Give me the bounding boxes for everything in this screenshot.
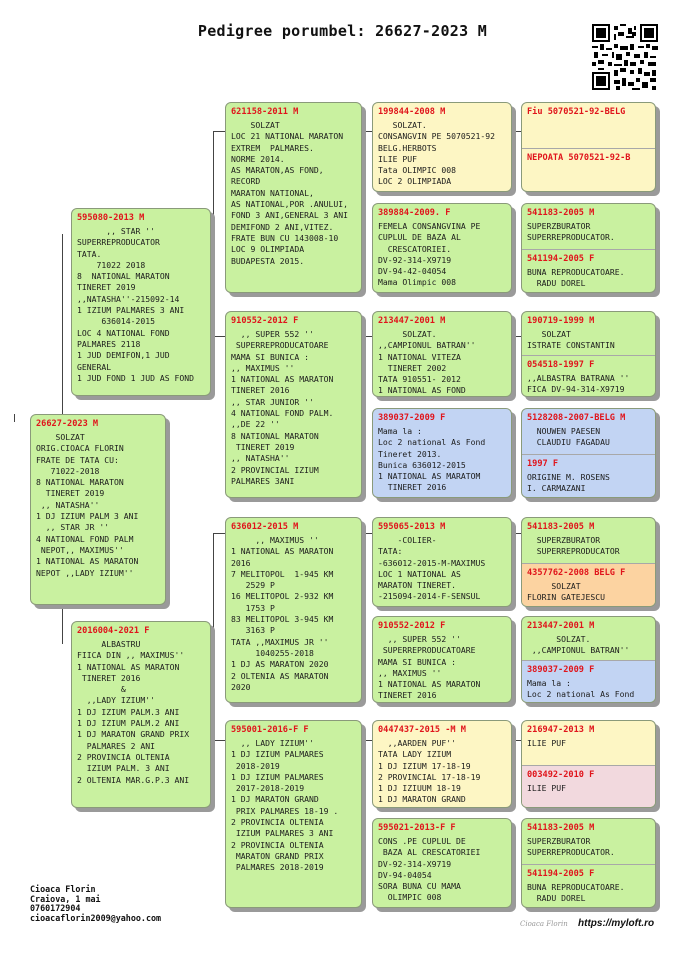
connector-line xyxy=(512,740,521,741)
pigeon-pair-card xyxy=(521,818,656,908)
pigeon-card-sire xyxy=(71,208,211,396)
pigeon-notes: CONS .PE CUPLUL DE BAZA AL CRESCATORIEI DV-92-314-X9719 DV-94-04054 SORA BUNA CU MAMA OLIMPIC 008 xyxy=(378,836,481,903)
pigeon-card-grandparent xyxy=(225,720,362,908)
pigeon-notes: ,,AARDEN PUF'' TATA LADY IZIUM 1 DJ IZIUM 17-18-19 2 PROVINCIAL 17-18-19 1 DJ IZIUUM 18-19 1 DJ MARATON GRAND xyxy=(378,738,481,805)
pigeon-notes: BUNA REPRODUCATOARE. RADU DOREL xyxy=(527,882,625,904)
ring-number: 541183-2005 M xyxy=(527,522,595,532)
pigeon-notes: ,, STAR '' SUPERREPRODUCATOR TATA. 71022 2018 8 NATIONAL MARATON TINERET 2019 ,,NATASHA''-215092-14 1 IZIUM PALMARES 3 ANI 636014-2015 LOC 4 NATIONAL FOND PALMARES 2118 1 JUD DEMIFON,1 JUD GENERAL 1 JUD FOND 1 JUD AS FOND xyxy=(77,226,194,383)
pigeon-notes: ,,ALBASTRA BATRANA '' FICA DV-94-314-X9719 xyxy=(527,373,630,395)
pigeon-notes: ILIE PUF xyxy=(527,783,566,793)
owner-address: Craiova, 1 mai xyxy=(30,893,101,904)
owner-email[interactable]: cioacaflorin2009@yahoo.com xyxy=(30,912,162,923)
ring-number: 910552-2012 F xyxy=(378,621,446,631)
pigeon-card-great-grandparent xyxy=(372,203,512,293)
pigeon-card-great-grandparent xyxy=(372,408,512,498)
pigeon-notes: -COLIER- TATA: -636012-2015-M-MAXIMUS LOC 1 NATIONAL AS MARATON TINERET. -215094-2014-F-SENSUL xyxy=(378,535,486,602)
pair-bottom xyxy=(522,660,655,703)
pigeon-notes: SOLZAT ORIG.CIOACA FLORIN FRATE DE TATA CU: 71022-2018 8 NATIONAL MARATON TINERET 2019 ,, NATASHA'' 1 DJ IZIUM PALM 3 ANI ,, STAR JR '' 4 NATIONAL FOND PALM NEPOT,, MAXIMUS'' 1 NATIONAL AS MARATON NEPOT ,,LADY IZIUM'' xyxy=(36,432,139,578)
pigeon-notes: Mama la : Loc 2 national As Fond xyxy=(527,678,635,700)
pair-bottom xyxy=(522,563,655,607)
pigeon-notes: SOLZAT. ,,CAMPIONUL BATRAN'' 1 NATIONAL VITEZA TINERET 2002 TATA 910551- 2012 1 NATIONAL AS FOND xyxy=(378,329,476,396)
pigeon-notes: BUNA REPRODUCATOARE. RADU DOREL xyxy=(527,267,625,289)
ring-number: 2016004-2021 F xyxy=(77,626,150,636)
pigeon-pair-card xyxy=(521,203,656,293)
pigeon-notes: ,, SUPER 552 '' SUPERREPRODUCATOARE MAMA SI BUNICA : ,, MAXIMUS '' 1 NATIONAL AS MARATON TINERET 2016 xyxy=(378,634,481,701)
connector-line xyxy=(362,533,372,534)
ring-number: NEPOATA 5070521-92-B xyxy=(527,153,631,163)
pigeon-notes: SOLZAT ISTRATE CONSTANTIN xyxy=(527,329,615,351)
pigeon-card-dam xyxy=(71,621,211,808)
ring-number: 26627-2023 M xyxy=(36,419,99,429)
connector-line xyxy=(213,533,225,534)
connector-line xyxy=(362,740,372,741)
pair-bottom xyxy=(522,864,655,908)
pigeon-card-grandparent xyxy=(225,311,362,498)
pigeon-notes: SOLZAT LOC 21 NATIONAL MARATON EXTREM PALMARES. NORME 2014. AS MARATON,AS FOND, RECORD MARATON NATIONAL, AS NATIONAL,POR .ANULUI, FOND 3 ANI,GENERAL 3 ANI DEMIFOND 2 ANI,VITEZ. FRATE BUN CU 143008-10 LOC 9 OLIMPIADA BUDAPESTA 2015. xyxy=(231,120,348,266)
ring-number: 636012-2015 M xyxy=(231,522,299,532)
connector-line xyxy=(362,336,372,337)
pigeon-card-grandparent xyxy=(225,102,362,293)
ring-number: 595065-2013 M xyxy=(378,522,446,532)
pigeon-pair-card xyxy=(521,517,656,607)
page-title: Pedigree porumbel: 26627-2023 M xyxy=(197,22,488,40)
ring-number: Fiu 5070521-92-BELG xyxy=(527,107,626,117)
ring-number: 595001-2016-F F xyxy=(231,725,309,735)
pigeon-card-subject xyxy=(30,414,166,605)
ring-number: 0447437-2015 -M M xyxy=(378,725,466,735)
pigeon-notes: FEMELA CONSANGVINA PE CUPLUL DE BAZA AL CRESCATORIEI. DV-92-314-X9719 DV-94-42-04054 Mama Olimpic 008 xyxy=(378,221,481,288)
ring-number: 541183-2005 M xyxy=(527,823,595,833)
pair-top xyxy=(522,103,655,148)
pair-top xyxy=(522,409,655,454)
ring-number: 595080-2013 M xyxy=(77,213,145,223)
owner-phone: 0760172904 xyxy=(30,903,81,914)
pigeon-notes: ALBASTRU FIICA DIN ,, MAXIMUS'' 1 NATIONAL AS MARATON TINERET 2016 & ,,LADY IZIUM'' 1 DJ IZIUM PALM.3 ANI 1 DJ IZIUM PALM.2 ANI 1 DJ MARATON GRAND PRIX PALMARES 2 ANI 2 PROVINCIA OLTENIA IZIUM PALM. 3 ANI 2 OLTENIA MAR.G.P.3 ANI xyxy=(77,639,190,785)
pair-top xyxy=(522,312,655,355)
pair-bottom xyxy=(522,355,655,397)
connector-line xyxy=(213,336,225,337)
ring-number: 199844-2008 M xyxy=(378,107,446,117)
ring-number: 541194-2005 F xyxy=(527,254,595,264)
connector-line xyxy=(512,533,521,534)
ring-number: 5128208-2007-BELG M xyxy=(527,413,626,423)
connector-line xyxy=(512,336,521,337)
pair-top xyxy=(522,819,655,864)
pigeon-notes: SOLZAT. CONSANGVIN PE 5070521-92 BELG.HERBOTS ILIE PUF Tata OLIMPIC 008 LOC 2 OLIMPIADA xyxy=(378,120,495,187)
pigeon-pair-card xyxy=(521,616,656,703)
connector-line xyxy=(362,131,372,132)
ring-number: 541194-2005 F xyxy=(527,869,595,879)
ring-number: 389037-2009 F xyxy=(378,413,446,423)
ring-number: 389884-2009. F xyxy=(378,208,451,218)
pigeon-notes: SUPERZBURATOR SUPERREPRODUCATOR. xyxy=(527,221,615,243)
pigeon-notes: SOLZAT FLORIN GATEJESCU xyxy=(527,581,605,603)
pair-top xyxy=(522,204,655,249)
ring-number: 389037-2009 F xyxy=(527,665,595,675)
website-link[interactable]: https://myloft.ro xyxy=(578,918,655,929)
ring-number: 054518-1997 F xyxy=(527,360,595,370)
pigeon-card-great-grandparent xyxy=(372,102,512,192)
ring-number: 213447-2001 M xyxy=(527,621,595,631)
connector-line xyxy=(213,131,225,132)
pigeon-card-great-grandparent xyxy=(372,720,512,808)
ring-number: 4357762-2008 BELG F xyxy=(527,568,626,578)
pigeon-notes: ,, LADY IZIUM'' 1 DJ IZIUM PALMARES 2018-2019 1 DJ IZIUM PALMARES 2017-2018-2019 1 DJ MARATON GRAND PRIX PALMARES 18-19 . 2 PROVINCIA OLTENIA IZIUM PALMARES 3 ANI 2 PROVINCIA OLTENIA MARATON GRAND PRIX PALMARES 2018-2019 xyxy=(231,738,339,873)
pigeon-notes: ,, MAXIMUS '' 1 NATIONAL AS MARATON 2016 7 MELITOPOL 1-945 KM 2529 P 16 MELITOPOL 2-932 KM 1753 P 83 MELITOPOL 3-945 KM 3163 P TATA ,,MAXIMUS JR '' 1040255-2018 1 DJ AS MARATON 2020 2 OLTENIA AS MARATON 2020 xyxy=(231,535,334,692)
ring-number: 216947-2013 M xyxy=(527,725,595,735)
pair-bottom xyxy=(522,454,655,498)
pigeon-pair-card xyxy=(521,720,656,808)
pair-bottom xyxy=(522,765,655,808)
pigeon-notes: SUPERZBURATOR SUPERREPRODUCATOR xyxy=(536,535,620,557)
qr-code-icon xyxy=(592,24,658,90)
ring-number: 595021-2013-F F xyxy=(378,823,456,833)
pigeon-card-great-grandparent xyxy=(372,616,512,703)
pair-top xyxy=(522,617,655,660)
pigeon-notes: ORIGINE M. ROSENS I. CARMAZANI xyxy=(527,472,610,494)
connector-line xyxy=(512,131,521,132)
pigeon-pair-card xyxy=(521,311,656,397)
connector-line xyxy=(62,234,63,419)
pigeon-card-grandparent xyxy=(225,517,362,703)
signature: Cioaca Florin xyxy=(520,920,568,928)
ring-number: 213447-2001 M xyxy=(378,316,446,326)
connector-line xyxy=(213,740,225,741)
owner-name: Cioaca Florin xyxy=(30,884,96,894)
owner-contact xyxy=(30,885,161,923)
pigeon-notes: NOUWEN PAESEN CLAUDIU FAGADAU xyxy=(536,426,610,448)
pigeon-pair-card xyxy=(521,408,656,498)
pigeon-pair-card xyxy=(521,102,656,192)
pigeon-notes: ,, SUPER 552 '' SUPERREPRODUCATOARE MAMA SI BUNICA : ,, MAXIMUS '' 1 NATIONAL AS MARATON TINERET 2016 ,, STAR JUNIOR '' 4 NATIONAL FOND PALM. ,,DE 22 '' 8 NATIONAL MARATON TINERET 2019 ,, NATASHA'' 2 PROVINCIAL IZIUM PALMARES 3ANI xyxy=(231,329,334,486)
pigeon-card-great-grandparent xyxy=(372,818,512,908)
ring-number: 541183-2005 M xyxy=(527,208,595,218)
ring-number: 910552-2012 F xyxy=(231,316,299,326)
pigeon-notes: SUPERZBURATOR SUPERREPRODUCATOR. xyxy=(527,836,615,858)
pigeon-card-great-grandparent xyxy=(372,311,512,397)
pigeon-notes: Mama la : Loc 2 national As Fond Tineret 2013. Bunica 636012-2015 1 NATIONAL AS MARATOM TINERET 2016 xyxy=(378,426,486,493)
pigeon-card-great-grandparent xyxy=(372,517,512,607)
pair-top xyxy=(522,518,655,563)
pair-bottom xyxy=(522,148,655,192)
connector-line xyxy=(14,414,15,422)
ring-number: 1997 F xyxy=(527,459,559,469)
connector-line xyxy=(213,533,214,803)
ring-number: 621158-2011 M xyxy=(231,107,299,117)
connector-line xyxy=(213,131,214,396)
ring-number: 190719-1999 M xyxy=(527,316,595,326)
pigeon-notes: ILIE PUF xyxy=(527,738,566,748)
pair-top xyxy=(522,721,655,765)
pair-bottom xyxy=(522,249,655,293)
pigeon-notes: SOLZAT. ,,CAMPIONUL BATRAN'' xyxy=(531,634,630,656)
ring-number: 003492-2010 F xyxy=(527,770,595,780)
